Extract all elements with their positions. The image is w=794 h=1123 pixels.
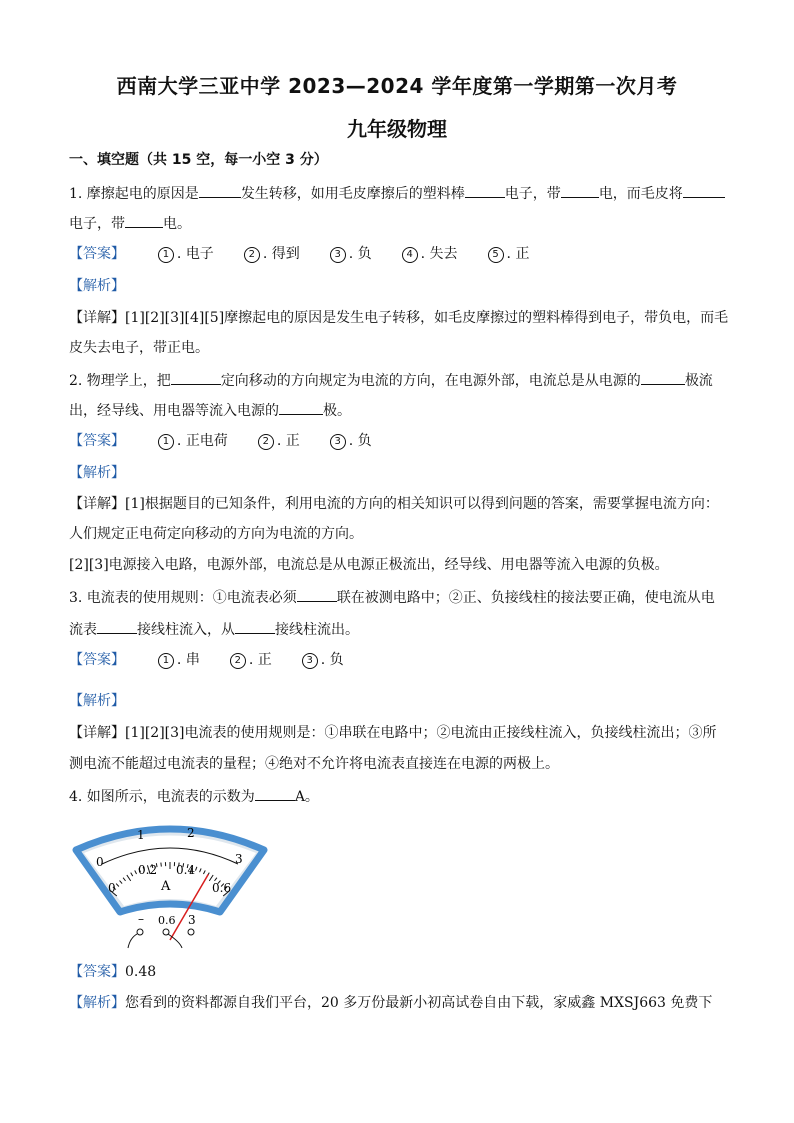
terminal-label: 0.6 xyxy=(158,914,176,927)
answer-value: 正电荷 xyxy=(185,433,228,449)
detail-text: [1][2][3]电流表的使用规则是：①串联在电路中；②电流由正接线柱流入，负接线柱流出；③所 xyxy=(125,725,717,741)
q1-detail-2: 皮失去电子，带正电。 xyxy=(69,340,209,356)
terminal-label: – xyxy=(138,912,144,926)
q2-text: 极。 xyxy=(323,403,351,419)
answer-value: 0.48 xyxy=(125,964,157,980)
answer-value: 正 xyxy=(285,433,300,449)
upper-scale-label: 0 xyxy=(96,855,104,869)
blank xyxy=(279,400,323,415)
q3-line-1 xyxy=(69,587,725,608)
detail-text: [1]根据题目的已知条件，利用电流的方向的相关知识可以得到问题的答案，需要掌握电流方向： xyxy=(125,496,719,512)
q3-detail-2: 测电流不能超过电流表的量程；④绝对不允许将电流表直接连在电源的两极上。 xyxy=(69,756,559,772)
answer-value: 负 xyxy=(329,652,344,668)
q1-text: 发生转移，如用毛皮摩擦后的塑料棒 xyxy=(240,186,465,202)
answer-value: 失去 xyxy=(429,246,458,262)
meter-unit-label: A xyxy=(161,879,171,894)
q2-text: 2. 物理学上，把 xyxy=(69,373,171,389)
q2-text: 定向移动的方向规定为电流的方向，在电源外部，电流总是从电源的 xyxy=(220,373,641,389)
q3-text: 流表 xyxy=(69,622,97,638)
q3-line-2 xyxy=(69,619,725,640)
detail-tag: 【详解】 xyxy=(69,725,125,741)
answer-value: 电子 xyxy=(185,246,214,262)
q4-analysis xyxy=(69,993,725,1013)
lower-scale-label: 0.2 xyxy=(138,863,158,877)
q3-detail-1 xyxy=(69,723,725,743)
answer-tag: 【答案】 xyxy=(69,246,125,262)
answer-value: 正 xyxy=(257,652,272,668)
wire-right xyxy=(168,934,182,948)
answer-value: 正 xyxy=(515,246,530,262)
page-title: 西南大学三亚中学 2023—2024 学年度第一学期第一次月考 xyxy=(116,74,678,98)
blank xyxy=(683,183,725,198)
blank xyxy=(465,183,505,198)
q2-detail-1 xyxy=(69,494,725,514)
q1-text: 电，而毛皮将 xyxy=(598,186,683,202)
lower-scale-label: 0.4 xyxy=(176,863,196,877)
answer-tag: 【答案】 xyxy=(69,964,125,980)
lower-scale-label: 0.6 xyxy=(212,881,232,895)
detail-text: [1][2][3][4][5]摩擦起电的原因是发生电子转移，如毛皮摩擦过的塑料棒得到电子，带负电，而毛 xyxy=(125,310,729,326)
answer-value: 得到 xyxy=(271,246,300,262)
q2-line-1 xyxy=(69,370,725,391)
q1-line-2 xyxy=(69,213,725,234)
terminal-3 xyxy=(188,929,194,935)
q2-text: 极流 xyxy=(684,373,713,389)
q1-line-1 xyxy=(69,183,725,204)
q3-text: 接线柱流出。 xyxy=(275,622,359,638)
terminal-label: 3 xyxy=(188,913,196,927)
blank xyxy=(199,183,241,198)
blank xyxy=(97,619,137,634)
upper-scale-label: 2 xyxy=(187,826,195,840)
blank xyxy=(235,619,275,634)
q2-line-2 xyxy=(69,400,725,421)
wire-left xyxy=(128,934,137,948)
answer-value: 负 xyxy=(357,246,372,262)
q2-detail-3: [2][3]电源接入电路，电源外部，电流总是从电源正极流出，经导线、用电器等流入电源的负极。 xyxy=(69,557,669,573)
q1-text: 电子，带 xyxy=(504,186,561,202)
blank xyxy=(255,786,295,801)
q2-answer: 【答案】 1 . 正电荷 2 . 正 3 . 负 xyxy=(69,433,372,449)
analysis-tag: 【解析】 xyxy=(69,995,125,1011)
analysis-tag: 【解析】 xyxy=(69,693,125,709)
q1-text: 1. 摩擦起电的原因是 xyxy=(69,186,199,202)
analysis-tag: 【解析】 xyxy=(69,278,125,294)
q4-line-1 xyxy=(69,786,725,807)
upper-scale-label: 3 xyxy=(235,852,243,866)
q4-text: A。 xyxy=(294,789,319,805)
q3-text: 接线柱流入，从 xyxy=(137,622,235,638)
upper-scale-label: 1 xyxy=(137,828,145,842)
blank xyxy=(561,183,599,198)
answer-tag: 【答案】 xyxy=(69,652,125,668)
q2-text: 出，经导线、用电器等流入电源的 xyxy=(69,403,279,419)
q1-detail-1 xyxy=(69,308,729,328)
q1-text: 电子，带 xyxy=(69,216,125,232)
blank xyxy=(641,370,685,385)
page-subtitle: 九年级物理 xyxy=(347,117,447,141)
detail-tag: 【详解】 xyxy=(69,496,125,512)
terminal-negative xyxy=(137,929,143,935)
q4-answer xyxy=(69,962,725,982)
blank xyxy=(125,213,163,228)
lower-scale-label: 0 xyxy=(108,881,116,895)
section-heading: 一、填空题（共 15 空，每一小空 3 分） xyxy=(69,152,328,168)
detail-tag: 【详解】 xyxy=(69,310,125,326)
q2-detail-2: 人们规定正电荷定向移动的方向为电流的方向。 xyxy=(69,526,363,542)
answer-value: 负 xyxy=(357,433,372,449)
analysis-tag: 【解析】 xyxy=(69,465,125,481)
q4-text: 4. 如图所示，电流表的示数为 xyxy=(69,789,255,805)
q3-text: 联在被测电路中；②正、负接线柱的接法要正确，使电流从电 xyxy=(336,590,715,606)
q1-answer: 【答案】 1 . 电子 2 . 得到 3 . 负 4 . 失去 5 . 正 xyxy=(69,246,530,262)
answer-tag: 【答案】 xyxy=(69,433,125,449)
analysis-text: 您看到的资料都源自我们平台，20 多万份最新小初高试卷自由下载，家威鑫 MXSJ663 免费下 xyxy=(125,995,713,1011)
q1-text: 电。 xyxy=(163,216,191,232)
blank xyxy=(171,370,221,385)
q3-text: 3. 电流表的使用规则：①电流表必须 xyxy=(69,590,297,606)
blank xyxy=(297,587,337,602)
ammeter-figure xyxy=(70,820,270,955)
q3-answer: 【答案】 1 . 串 2 . 正 3 . 负 xyxy=(69,652,344,668)
answer-value: 串 xyxy=(185,652,200,668)
